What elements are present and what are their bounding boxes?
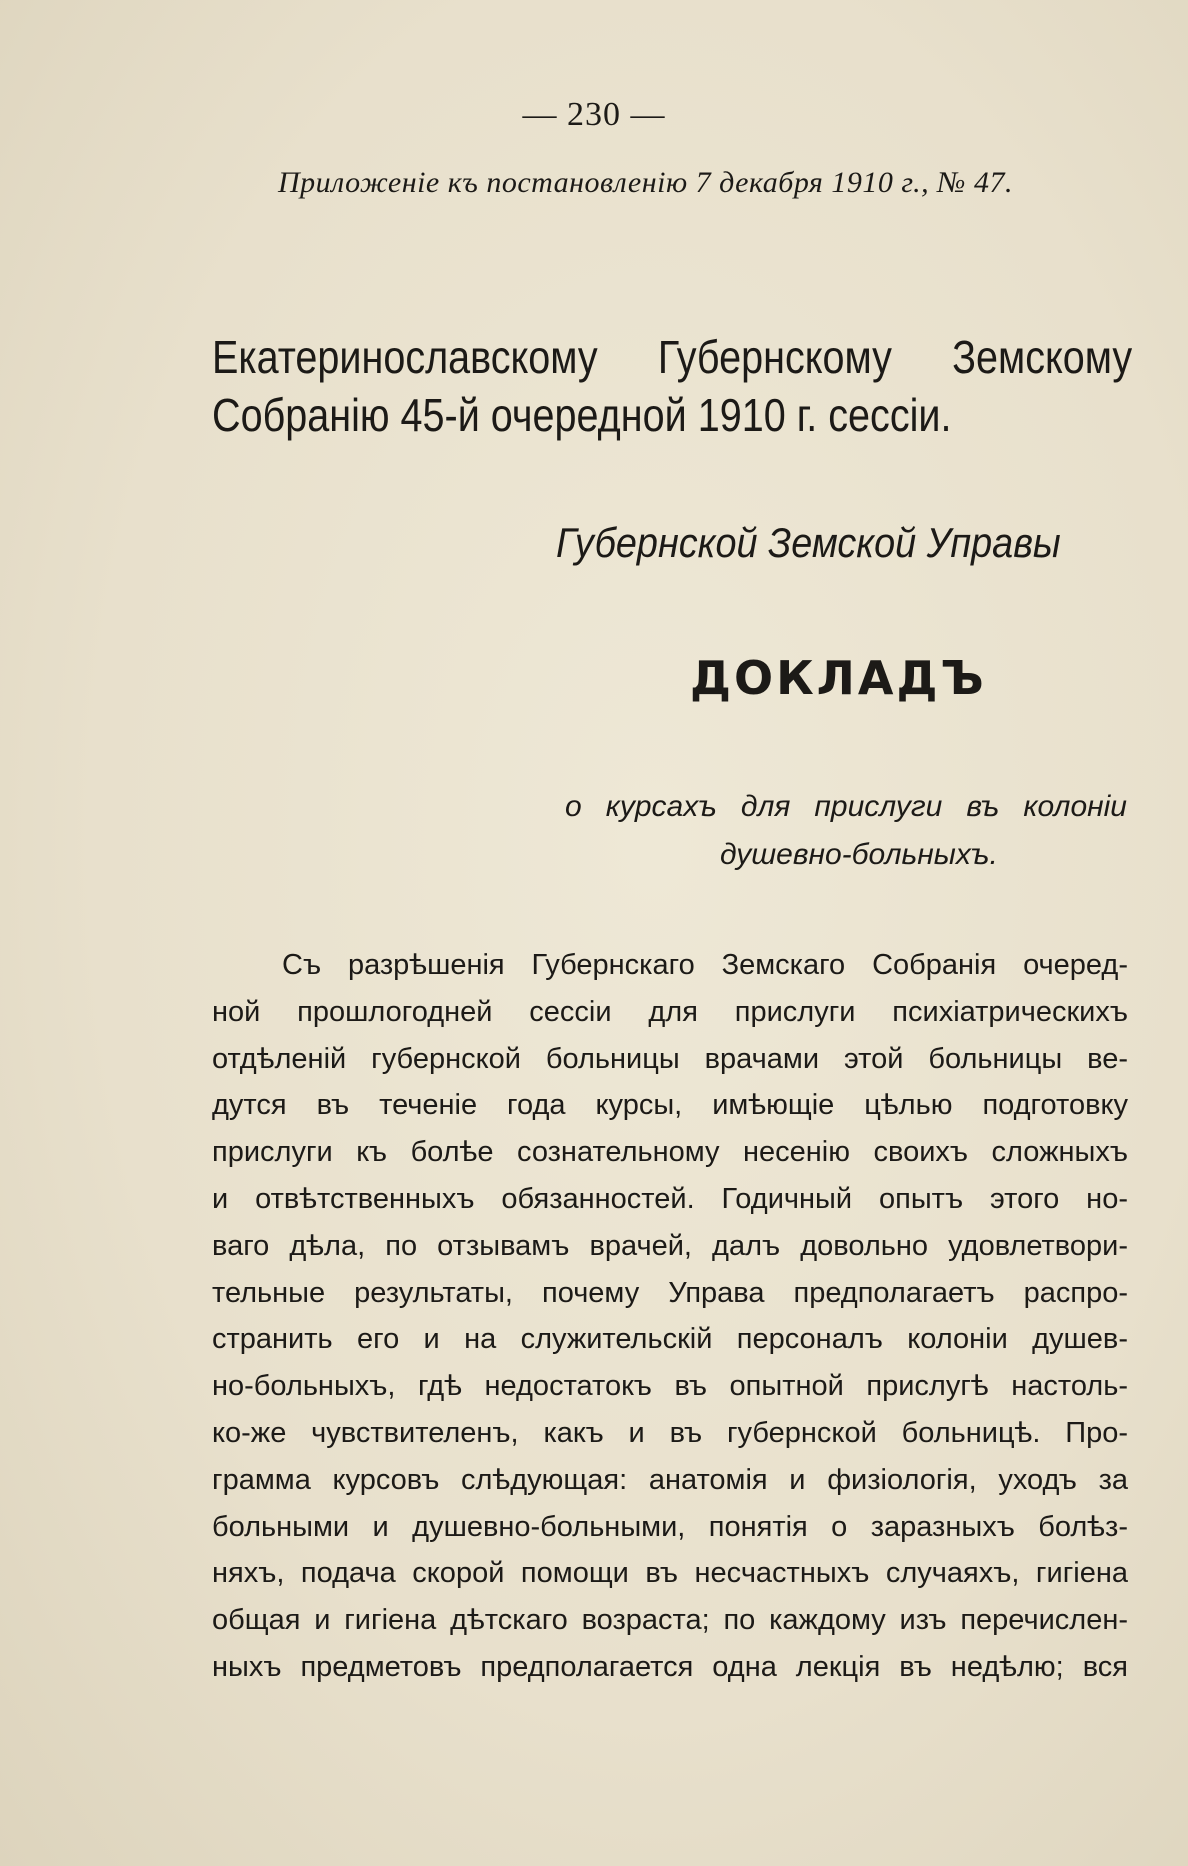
body-line: ваго дѣла, по отзывамъ врачей, далъ довольно удовлетвори- xyxy=(212,1229,1128,1262)
body-line: прислуги къ болѣе сознательному несенію своихъ сложныхъ xyxy=(212,1136,1128,1169)
body-line: грамма курсовъ слѣдующая: анатомія и физіологія, уходъ за xyxy=(212,1463,1128,1496)
body-line: ной прошлогодней сессіи для прислуги психіатрическихъ xyxy=(212,995,1128,1028)
addressee-line-1: Екатеринославскому Губернскому Земскому xyxy=(212,331,1133,383)
body-line: общая и гигіена дѣтскаго возраста; по каждому изъ перечислен- xyxy=(212,1604,1128,1637)
body-line: но-больныхъ, гдѣ недостатокъ въ опытной прислугѣ настоль- xyxy=(212,1370,1128,1403)
addressee-line-2: Собранію 45-й очередной 1910 г. сессіи. xyxy=(212,389,952,441)
body-line: тельные результаты, почему Управа предполагаетъ распро- xyxy=(212,1276,1128,1309)
body-line: странить его и на служительскій персоналъ колоніи душев- xyxy=(212,1323,1128,1356)
body-line: ко-же чувствителенъ, какъ и въ губернской больницѣ. Про- xyxy=(212,1416,1128,1449)
document-title: ДОКЛАДЪ xyxy=(690,651,987,705)
authority-heading: Губернской Земской Управы xyxy=(556,519,1061,566)
body-line: и отвѣтственныхъ обязанностей. Годичный опытъ этого но- xyxy=(212,1182,1128,1215)
body-line: больными и душевно-больными, понятія о заразныхъ болѣз- xyxy=(212,1510,1128,1543)
appendix-note: Приложеніе къ постановленію 7 декабря 1910 г., № 47. xyxy=(278,166,1013,199)
report-subject xyxy=(565,783,1127,879)
addressee-heading xyxy=(212,328,1133,444)
body-line: дутся въ теченіе года курсы, имѣющіе цѣлью подготовку xyxy=(212,1089,1128,1122)
subject-line-1: о курсахъ для прислуги въ колоніи xyxy=(565,790,1127,823)
body-line: ныхъ предметовъ предполагается одна лекція въ недѣлю; вся xyxy=(212,1650,1128,1683)
body-line: Съ разрѣшенія Губернскаго Земскаго Собранія очеред- xyxy=(282,949,1128,981)
subject-line-2: душевно-больныхъ. xyxy=(720,838,998,871)
page-number: — 230 — xyxy=(522,96,666,133)
body-line: няхъ, подача скорой помощи въ несчастныхъ случаяхъ, гигіена xyxy=(212,1557,1128,1590)
body-paragraph xyxy=(212,942,1128,1691)
body-line: отдѣленій губернской больницы врачами этой больницы ве- xyxy=(212,1042,1128,1075)
